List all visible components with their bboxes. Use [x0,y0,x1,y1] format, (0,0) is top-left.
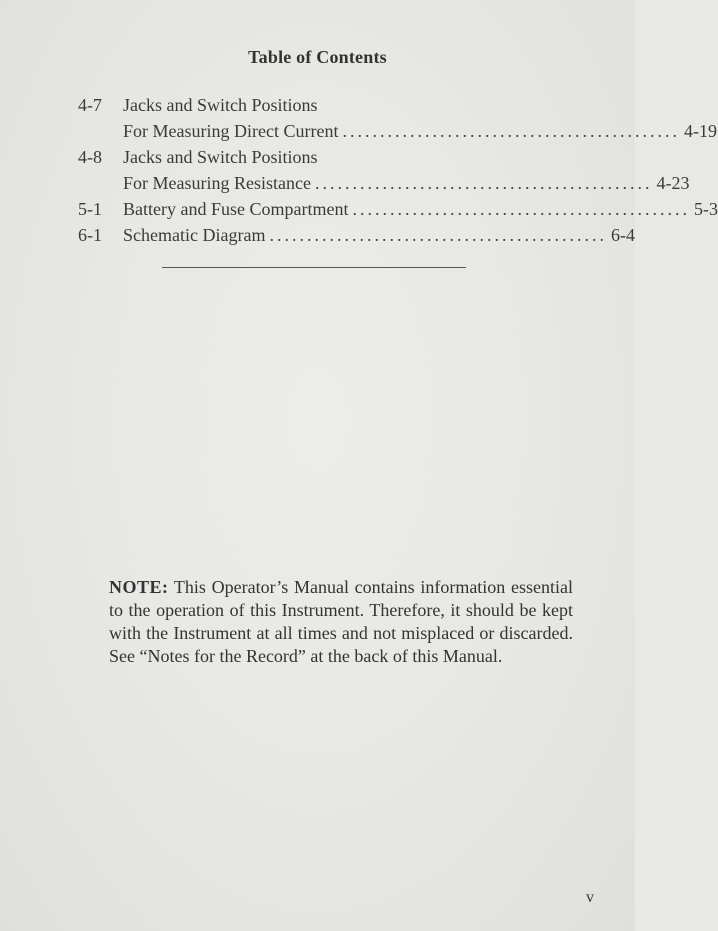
table-of-contents [78,92,718,248]
page-title: Table of Contents [248,47,387,67]
toc-entry [78,196,718,222]
toc-line [123,222,635,248]
toc-line [123,118,717,144]
toc-entry [78,92,717,144]
entry-title: Battery and Fuse Compartment [123,199,349,219]
page-reference: 4-23 [656,173,690,193]
entry-title: Jacks and Switch Positions [123,147,318,167]
entry-title: For Measuring Direct Current [123,121,339,141]
figure-number: 4-7 [78,95,102,115]
note-paragraph [109,576,573,668]
dot-leader: ............................................. [269,225,607,245]
toc-line [123,170,690,196]
toc-line [123,92,590,118]
page-reference: 6-4 [610,225,635,245]
toc-entry [78,144,690,196]
toc-entry [78,222,635,248]
toc-line [123,144,590,170]
entry-title: For Measuring Resistance [123,173,311,193]
figure-number: 6-1 [78,225,102,245]
entry-title: Schematic Diagram [123,225,266,245]
dot-leader: ............................................. [352,199,690,219]
section-divider [162,267,466,268]
figure-number: 4-8 [78,147,102,167]
note-text: This Operator’s Manual contains information essential to the operation of this Instrument. Therefore, it should be kept with the Instrument at all times and not misplaced or discarded. See “Notes for the Record” at the back of this Manual. [109,577,573,666]
page-reference: 5-3 [693,199,718,219]
page-reference: 4-19 [683,121,717,141]
toc-line [123,196,718,222]
dot-leader: ............................................. [342,121,680,141]
note-label: NOTE: [109,577,169,597]
page-number: v [586,889,594,906]
entry-title: Jacks and Switch Positions [123,95,318,115]
figure-number: 5-1 [78,199,102,219]
dot-leader: ............................................. [314,173,653,193]
